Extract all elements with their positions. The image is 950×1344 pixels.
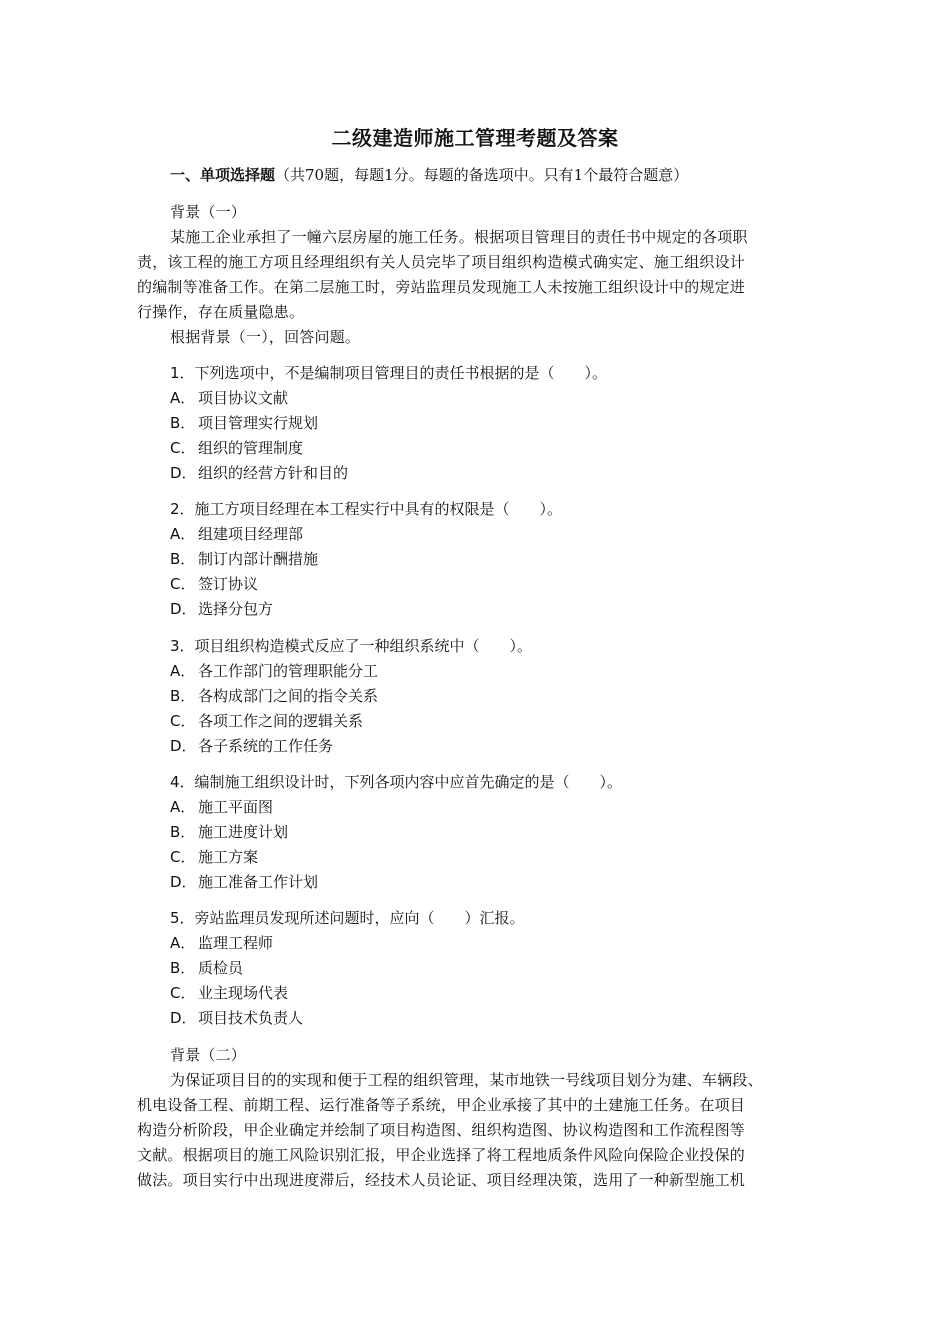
- background-2-line: 做法。项目实行中出现进度滞后，经技术人员论证、项目经理决策，选用了一种新型施工机: [137, 1171, 746, 1189]
- option-letter: D．: [170, 1009, 197, 1027]
- question-text: 编制施工组织设计时，下列各项内容中应首先确定的是（ ）。: [194, 773, 623, 791]
- background-1-line: 行操作，存在质量隐患。: [137, 303, 305, 321]
- background-2-line: 机电设备工程、前期工程、运行准备等子系统，甲企业承接了其中的土建施工任务。在项目: [137, 1096, 746, 1114]
- option-text: 施工进度计划: [198, 823, 289, 841]
- question-1: [170, 362, 607, 383]
- option-text: 各工作部门的管理职能分工: [198, 662, 379, 680]
- option-4c: [170, 846, 258, 867]
- question-number: 1．: [170, 364, 195, 382]
- option-letter: D．: [170, 873, 197, 891]
- option-letter: A．: [170, 525, 196, 543]
- option-5c: [170, 982, 288, 1003]
- option-letter: B．: [170, 414, 196, 432]
- option-text: 组建项目经理部: [198, 525, 304, 543]
- option-4b: [170, 821, 288, 842]
- option-letter: D．: [170, 464, 197, 482]
- option-2a: [170, 523, 303, 544]
- option-2b: [170, 548, 318, 569]
- question-4: [170, 771, 622, 792]
- background-1-prompt: 根据背景（一），回答问题。: [170, 328, 361, 346]
- option-text: 组织的管理制度: [198, 439, 304, 457]
- question-text: 项目组织构造模式反应了一种组织系统中（ ）。: [194, 637, 533, 655]
- option-text: 质检员: [198, 959, 244, 977]
- question-3: [170, 635, 532, 656]
- option-3d: [170, 735, 333, 756]
- option-5b: [170, 957, 243, 978]
- background-2-line: 文献。根据项目的施工风险识别汇报，甲企业选择了将工程地质条件风险向保险企业投保的: [137, 1146, 746, 1164]
- option-letter: A．: [170, 798, 196, 816]
- option-4d: [170, 871, 318, 892]
- option-text: 施工平面图: [198, 798, 274, 816]
- option-text: 业主现场代表: [198, 984, 289, 1002]
- option-1c: [170, 437, 303, 458]
- option-letter: B．: [170, 550, 196, 568]
- background-2-label: 背景（二）: [170, 1046, 247, 1064]
- option-3a: [170, 660, 378, 681]
- option-text: 各构成部门之间的指令关系: [198, 687, 379, 705]
- option-2c: [170, 573, 258, 594]
- option-text: 施工方案: [198, 848, 259, 866]
- option-3c: [170, 710, 363, 731]
- option-text: 各子系统的工作任务: [198, 737, 334, 755]
- section-heading: [170, 164, 688, 185]
- option-text: 施工准备工作计划: [198, 873, 319, 891]
- option-letter: C．: [170, 848, 196, 866]
- option-letter: C．: [170, 712, 196, 730]
- question-2: [170, 498, 562, 519]
- option-text: 制订内部计酬措施: [198, 550, 319, 568]
- question-number: 2．: [170, 500, 195, 518]
- option-letter: B．: [170, 687, 196, 705]
- option-letter: A．: [170, 934, 196, 952]
- option-text: 项目协议文献: [198, 389, 289, 407]
- background-2-line: 构造分析阶段，甲企业确定并绘制了项目构造图、组织构造图、协议构造图和工作流程图等: [137, 1121, 746, 1139]
- option-1d: [170, 462, 348, 483]
- option-1b: [170, 412, 318, 433]
- option-5d: [170, 1007, 303, 1028]
- option-letter: C．: [170, 575, 196, 593]
- option-text: 监理工程师: [198, 934, 274, 952]
- question-text: 下列选项中，不是编制项目管理目的责任书根据的是（ ）。: [194, 364, 608, 382]
- option-text: 项目管理实行规划: [198, 414, 319, 432]
- option-text: 各项工作之间的逻辑关系: [198, 712, 364, 730]
- question-number: 4．: [170, 773, 195, 791]
- question-number: 3．: [170, 637, 195, 655]
- question-text: 旁站监理员发现所述问题时，应向（ ）汇报。: [194, 909, 525, 927]
- question-number: 5．: [170, 909, 195, 927]
- option-text: 选择分包方: [198, 600, 274, 618]
- option-2d: [170, 598, 273, 619]
- option-5a: [170, 932, 273, 953]
- option-text: 组织的经营方针和目的: [198, 464, 349, 482]
- document-title: 二级建造师施工管理考题及答案: [331, 126, 619, 150]
- section-heading-note: （共70题，每题1分。每题的备选项中。只有1个最符合题意）: [275, 166, 689, 184]
- option-text: 签订协议: [198, 575, 259, 593]
- option-letter: C．: [170, 439, 196, 457]
- option-letter: D．: [170, 737, 197, 755]
- background-2-line: 为保证项目目的的实现和便于工程的组织管理，某市地铁一号线项目划分为建、车辆段、: [170, 1071, 763, 1089]
- option-letter: D．: [170, 600, 197, 618]
- background-1-line: 责，该工程的施工方项且经理组织有关人员完毕了项目组织构造模式确实定、施工组织设计: [137, 253, 746, 271]
- option-4a: [170, 796, 273, 817]
- section-heading-label: 一、单项选择题: [170, 166, 276, 184]
- background-1-line: 某施工企业承担了一幢六层房屋的施工任务。根据项目管理目的责任书中规定的各项职: [170, 228, 748, 246]
- option-letter: C．: [170, 984, 196, 1002]
- option-letter: A．: [170, 662, 196, 680]
- question-text: 施工方项目经理在本工程实行中具有的权限是（ ）。: [194, 500, 563, 518]
- background-1-line: 的编制等准备工作。在第二层施工时，旁站监理员发现施工人未按施工组织设计中的规定进: [137, 278, 746, 296]
- option-1a: [170, 387, 288, 408]
- option-letter: B．: [170, 823, 196, 841]
- background-1-label: 背景（一）: [170, 203, 247, 221]
- option-letter: B．: [170, 959, 196, 977]
- option-letter: A．: [170, 389, 196, 407]
- question-5: [170, 907, 525, 928]
- option-3b: [170, 685, 378, 706]
- option-text: 项目技术负责人: [198, 1009, 304, 1027]
